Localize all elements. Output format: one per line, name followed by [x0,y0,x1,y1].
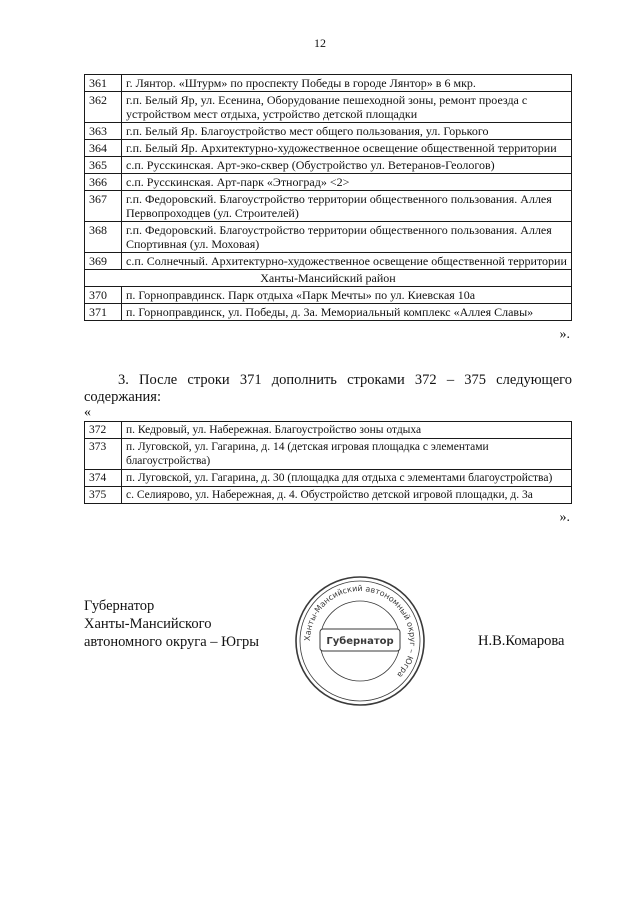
table-row [85,222,572,253]
row-number: 365 [85,157,122,174]
table-row [85,304,572,321]
row-number: 370 [85,287,122,304]
table-row [85,75,572,92]
table-row [85,287,572,304]
seal-ring-text: Ханты-Мансийский автономный округ – Югра [302,584,418,680]
row-description: г.п. Белый Яр. Благоустройство мест общего пользования, ул. Горького [122,123,572,140]
row-number: 373 [85,439,122,470]
page-number: 12 [314,36,326,50]
table-row [85,123,572,140]
row-description: с. Селиярово, ул. Набережная, д. 4. Обустройство детской игровой площадки, д. 3а [122,487,572,504]
amendment-paragraph: 3. После строки 371 дополнить строками 372 – 375 следующего содержания: [84,372,572,405]
row-description: п. Горноправдинск. Парк отдыха «Парк Мечты» по ул. Киевская 10а [122,287,572,304]
row-description: с.п. Русскинская. Арт-эко-сквер (Обустройство ул. Ветеранов-Геологов) [122,157,572,174]
row-number: 368 [85,222,122,253]
row-description: г.п. Белый Яр, ул. Есенина, Оборудование пешеходной зоны, ремонт проезда с устройством мест отдыха, устройство детской площадки [122,92,572,123]
row-number: 364 [85,140,122,157]
closing-quote-2: ». [559,510,570,525]
row-number: 371 [85,304,122,321]
table-row [85,92,572,123]
table-row [85,253,572,270]
table-row [85,157,572,174]
objects-table [84,74,572,321]
table-row [85,191,572,222]
official-seal-icon [292,573,428,709]
row-number: 366 [85,174,122,191]
row-number: 361 [85,75,122,92]
signatory-name: Н.В.Комарова [478,633,565,649]
objects-table-body [85,75,572,321]
row-number: 367 [85,191,122,222]
row-number: 372 [85,422,122,439]
row-description: п. Луговской, ул. Гагарина, д. 30 (площадка для отдыха с элементами благоустройства) [122,470,572,487]
table-row [85,422,572,439]
table-row [85,174,572,191]
row-number: 374 [85,470,122,487]
row-description: п. Луговской, ул. Гагарина, д. 14 (детская игровая площадка с элементами благоустройства) [122,439,572,470]
row-description: с.п. Солнечный. Архитектурно-художественное освещение общественной территории [122,253,572,270]
row-description: п. Кедровый, ул. Набережная. Благоустройство зоны отдыха [122,422,572,439]
table-row [85,470,572,487]
added-rows-table [84,421,572,504]
row-description: г. Лянтор. «Штурм» по проспекту Победы в городе Лянтор» в 6 мкр. [122,75,572,92]
signatory-title [84,597,259,651]
table-row [85,439,572,470]
closing-quote: ». [559,327,570,342]
region-name: Ханты-Мансийский район [85,270,572,287]
signatory-title-line: автономного округа – Югры [84,634,260,650]
row-description: г.п. Федоровский. Благоустройство территории общественного пользования. Аллея Первопроходцев (ул. Строителей) [122,191,572,222]
row-number: 375 [85,487,122,504]
added-rows-table-body [85,422,572,504]
signatory-title-line: Ханты-Мансийского [84,616,212,632]
table-row [85,140,572,157]
row-number: 362 [85,92,122,123]
row-description: п. Горноправдинск, ул. Победы, д. 3а. Мемориальный комплекс «Аллея Славы» [122,304,572,321]
signatory-title-line: Губернатор [84,598,155,614]
row-description: г.п. Белый Яр. Архитектурно-художественное освещение общественной территории [122,140,572,157]
row-number: 369 [85,253,122,270]
region-header-row [85,270,572,287]
table-row [85,487,572,504]
row-number: 363 [85,123,122,140]
row-description: с.п. Русскинская. Арт-парк «Этноград» <2> [122,174,572,191]
opening-quote: « [84,405,91,420]
seal-center-text: Губернатор [326,636,394,647]
row-description: г.п. Федоровский. Благоустройство территории общественного пользования. Аллея Спортивная (ул. Моховая) [122,222,572,253]
